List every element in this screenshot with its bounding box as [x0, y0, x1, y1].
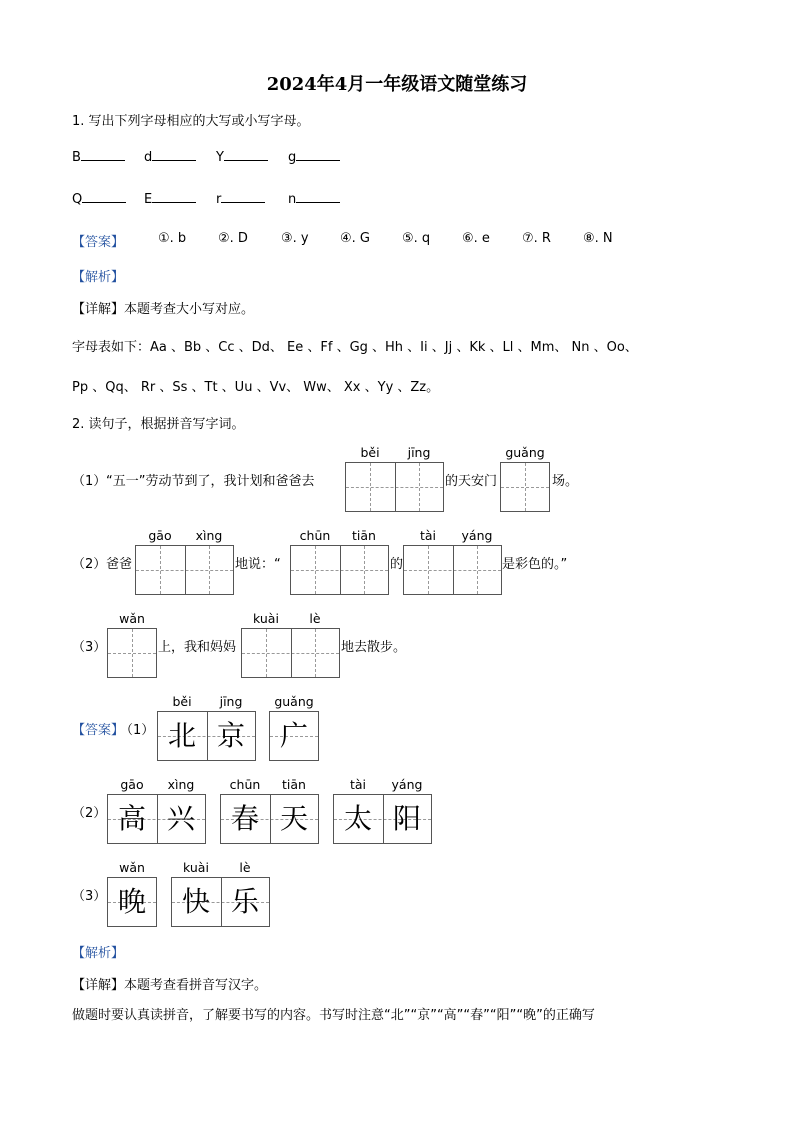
- answer-char: 太: [343, 802, 372, 835]
- sentence-2-text-a: 爸爸: [106, 557, 133, 572]
- letter: Y: [216, 150, 224, 165]
- answer-grid: [157, 711, 256, 761]
- answer-3-number: （3）: [72, 889, 107, 904]
- pinyin: lè: [239, 860, 251, 875]
- letter: g: [288, 150, 297, 165]
- analysis-label: 【解析】: [72, 270, 125, 285]
- page-title: 2024年4月一年级语文随堂练习: [266, 74, 528, 95]
- pinyin: tiān: [282, 777, 306, 792]
- detail-line: [72, 298, 254, 317]
- answer-1-number: （1）: [120, 723, 155, 738]
- detail-text: 本题考查看拼音写汉字。: [124, 978, 268, 993]
- pinyin: kuài: [183, 860, 209, 875]
- grid-guide: [370, 463, 371, 511]
- letter-item: [288, 148, 340, 165]
- writing-grid[interactable]: [135, 545, 234, 595]
- answer-blank[interactable]: [152, 148, 196, 161]
- answer-char: 晚: [117, 885, 146, 918]
- pinyin: lè: [309, 611, 321, 626]
- alphabet-table-line-1: 字母表如下：Aa 、Bb 、Cc 、Dd、 Ee 、Ff 、Gg 、Hh 、Ii 、Jj 、Kk 、Ll 、Mm、 Nn 、Oo、: [72, 340, 638, 355]
- sentence-1-text-c: 场。: [552, 474, 579, 489]
- writing-grid[interactable]: [500, 462, 550, 512]
- pinyin: guǎng: [505, 445, 545, 460]
- letter-item: [144, 190, 196, 207]
- analysis-label: 【解析】: [72, 946, 125, 961]
- grid-guide: [266, 629, 267, 677]
- question-1-prompt: 1. 写出下列字母相应的大写或小写字母。: [72, 114, 310, 129]
- letter-item: [72, 190, 126, 207]
- sentence-2-number: （2）: [72, 557, 107, 572]
- answer-item: ⑤. q: [402, 231, 431, 246]
- grid-guide: [428, 546, 429, 594]
- grid-guide: [477, 546, 478, 594]
- answer-blank[interactable]: [81, 148, 125, 161]
- answer-item: ①. b: [158, 231, 187, 246]
- detail-label: 【详解】: [72, 302, 125, 317]
- detail-label: 【详解】: [72, 978, 125, 993]
- answer-grid: [333, 794, 432, 844]
- answer-grid: [171, 877, 270, 927]
- grid-guide: [315, 629, 316, 677]
- sentence-1-text-b: 的天安门: [445, 474, 498, 489]
- letter-item: [216, 190, 265, 207]
- sentence-2-text-b: 地说：“: [235, 557, 281, 572]
- grid-divider: [340, 546, 341, 594]
- writing-grid[interactable]: [241, 628, 340, 678]
- letter-row-1: [72, 148, 125, 165]
- pinyin: yáng: [461, 528, 493, 543]
- answer-char: 京: [216, 719, 245, 752]
- pinyin: tài: [349, 777, 367, 792]
- pinyin: běi: [172, 694, 192, 709]
- detail-text: 本题考查大小写对应。: [124, 302, 255, 317]
- answer-grid: [269, 711, 319, 761]
- answer-2-number: （2）: [72, 806, 107, 821]
- answer-char: 广: [279, 719, 308, 752]
- answer-blank[interactable]: [296, 190, 340, 203]
- grid-guide: [315, 546, 316, 594]
- answer-char: 乐: [230, 885, 259, 918]
- pinyin: jīng: [219, 694, 243, 709]
- sentence-1-number: （1）: [72, 474, 107, 489]
- sentence-3-number: （3）: [72, 640, 107, 655]
- letter-item: [72, 150, 125, 165]
- answer-grid: [220, 794, 319, 844]
- answer-blank[interactable]: [221, 190, 265, 203]
- pinyin: chūn: [299, 528, 331, 543]
- grid-divider: [185, 546, 186, 594]
- sentence-3-text-b: 地去散步。: [341, 640, 407, 655]
- answer-char: 快: [181, 885, 210, 918]
- question-2-prompt: 2. 读句子，根据拼音写字词。: [72, 417, 245, 432]
- writing-grid[interactable]: [345, 462, 444, 512]
- grid-divider: [395, 463, 396, 511]
- answer-char: 兴: [166, 802, 195, 835]
- letter: r: [216, 192, 222, 207]
- pinyin: yáng: [391, 777, 423, 792]
- answer-grid: [107, 794, 206, 844]
- answer-blank[interactable]: [296, 148, 340, 161]
- pinyin: tài: [419, 528, 437, 543]
- pinyin: xìng: [167, 777, 195, 792]
- answer-blank[interactable]: [224, 148, 268, 161]
- grid-guide: [525, 463, 526, 511]
- pinyin: gāo: [148, 528, 172, 543]
- pinyin: gāo: [120, 777, 144, 792]
- letter-item: [288, 190, 340, 207]
- grid-guide: [419, 463, 420, 511]
- answer-char: 天: [279, 802, 308, 835]
- pinyin: xìng: [195, 528, 223, 543]
- pinyin: jīng: [407, 445, 431, 460]
- letter-item: [216, 148, 268, 165]
- grid-guide: [160, 546, 161, 594]
- answer-char: 阳: [392, 802, 421, 835]
- answer-char: 北: [167, 719, 196, 752]
- answer-label: 【答案】: [72, 723, 125, 738]
- writing-grid[interactable]: [107, 628, 157, 678]
- answer-grid: [107, 877, 157, 927]
- detail-line: [72, 974, 267, 993]
- letter: B: [72, 150, 81, 165]
- pinyin: chūn: [229, 777, 261, 792]
- pinyin: tiān: [352, 528, 376, 543]
- answer-char: 高: [117, 802, 146, 835]
- answer-item: ⑦. R: [522, 231, 551, 246]
- answer-item: ④. G: [340, 231, 370, 246]
- answer-item: ⑥. e: [462, 231, 490, 246]
- grid-divider: [291, 629, 292, 677]
- answer-label: 【答案】: [72, 235, 125, 250]
- letter: d: [144, 150, 153, 165]
- sentence-1-text-a: “五一”劳动节到了，我计划和爸爸去: [106, 474, 315, 489]
- explanation-line: 做题时要认真读拼音，了解要书写的内容。书写时注意“北”“京”“高”“春”“阳”“晚”的正确写: [72, 1008, 595, 1023]
- pinyin: wǎn: [119, 860, 145, 875]
- writing-grid[interactable]: [290, 545, 389, 595]
- letter: E: [144, 192, 153, 207]
- answer-item: ②. D: [218, 231, 248, 246]
- sentence-3-text-a: 上，我和妈妈: [158, 640, 237, 655]
- pinyin: guǎng: [274, 694, 314, 709]
- alphabet-table-line-2: Pp 、Qq、 Rr 、Ss 、Tt 、Uu 、Vv、 Ww、 Xx 、Yy 、Zz。: [72, 380, 440, 395]
- letter-item: [144, 148, 196, 165]
- answer-item: ⑧. N: [583, 231, 613, 246]
- grid-guide: [209, 546, 210, 594]
- pinyin: wǎn: [119, 611, 145, 626]
- grid-divider: [453, 546, 454, 594]
- answer-char: 春: [230, 802, 259, 835]
- answer-blank[interactable]: [152, 190, 196, 203]
- answer-item: ③. y: [281, 231, 309, 246]
- letter: n: [288, 192, 297, 207]
- answer-blank[interactable]: [82, 190, 126, 203]
- sentence-2-text-c: 的: [390, 557, 404, 572]
- letter: Q: [72, 192, 83, 207]
- sentence-2-text-d: 是彩色的。”: [502, 557, 568, 572]
- writing-grid[interactable]: [403, 545, 502, 595]
- grid-guide: [364, 546, 365, 594]
- grid-guide: [132, 629, 133, 677]
- pinyin: kuài: [253, 611, 279, 626]
- pinyin: běi: [360, 445, 380, 460]
